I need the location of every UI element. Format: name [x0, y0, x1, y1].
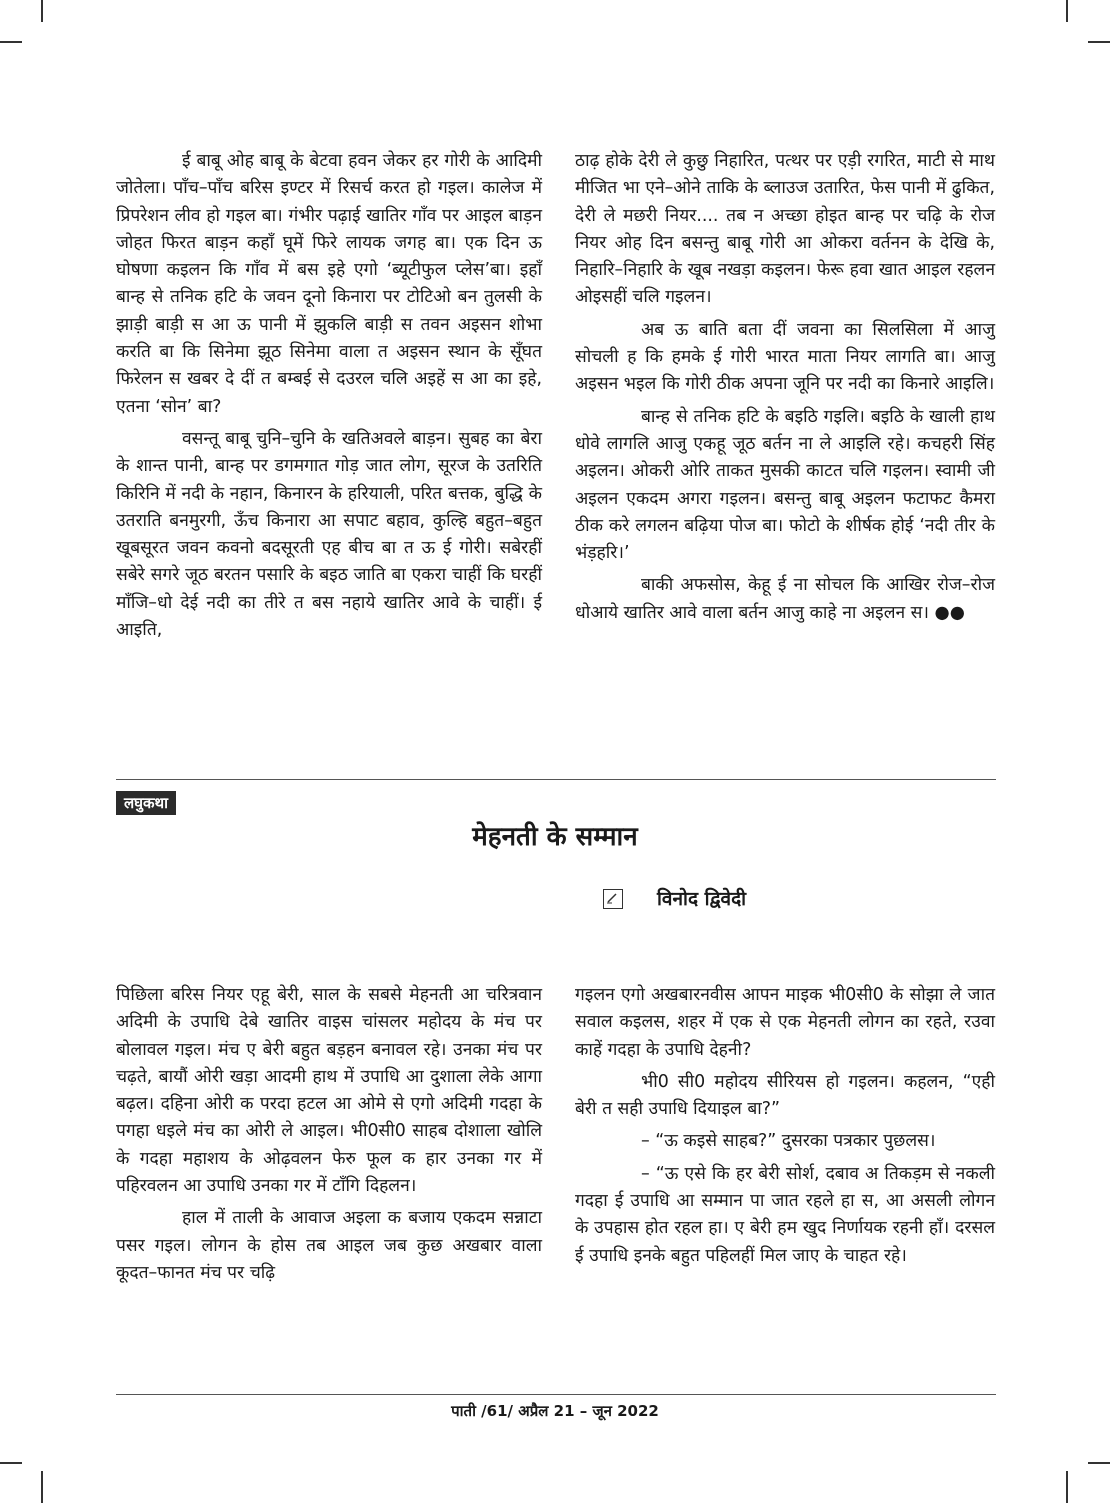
top-left-column — [116, 148, 542, 649]
paragraph: – “ऊ एसे कि हर बेरी सोर्श, दबाव अ तिकड़म से नकली गदहा ई उपाधि आ सम्मान पा जात रहले हा स, आ असली लोगन के उपहास होत रहल हा। ए बेरी हम खुद निर्णायक रहनी हाँ। दरसल ई उपाधि इनके बहुत पहिलहीं मिल जाए के चाहत रहे। — [575, 1163, 995, 1266]
crop-mark — [1088, 1462, 1110, 1464]
page-footer: पाती /61/ अप्रैल 21 – जून 2022 — [451, 1402, 659, 1420]
paragraph: भी0 सी0 महोदय सीरियस हो गइलन। कहलन, “एही बेरी त सही उपाधि दियाइल बा?” — [575, 1071, 995, 1120]
author-name: विनोद द्विवेदी — [657, 888, 747, 910]
bottom-left-column — [116, 982, 542, 1292]
paragraph: पिछिला बरिस नियर एहू बेरी, साल के सबसे मेहनती आ चरित्रवान अदिमी के उपाधि देबे खातिर वाइस चांसलर महोदय के मंच पर बोलावल गइल। मंच ए बेरी बहुत बड़हन बनावल रहे। उनका मंच पर चढ़ते, बायौं ओरी खड़ा आदमी हाथ में उपाधि आ दुशाला लेके आगा बढ़ल। दहिना ओरी क परदा हटल आ ओमे से एगो अदिमी गदहा के पगहा धइले मंच का ओरी ले आइल। भी0सी0 साहब दोशाला खोलि के गदहा महाशय के ओढ़वलन फेरु फूल क हार उनका गर में पहिरवलन आ उपाधि उनका गर में टाँगि दिहलन। — [116, 985, 542, 1197]
footer-rule — [116, 1394, 996, 1395]
crop-mark — [41, 1471, 43, 1503]
bottom-right-column — [575, 982, 995, 1275]
byline — [603, 884, 746, 914]
section-label: लघुकथा — [116, 791, 176, 815]
paragraph: हाल में ताली के आवाज अइला क बजाय एकदम सन्नाटा पसर गइल। लोगन के होस तब आइल जब कुछ अखबार वाला कूदत–फानत मंच पर चढ़ि — [116, 1208, 542, 1283]
pen-paper-icon — [603, 889, 623, 909]
paragraph: – “ऊ कइसे साहब?” दुसरका पत्रकार पुछलस। — [641, 1131, 936, 1152]
section-divider — [116, 779, 996, 780]
crop-mark — [1088, 41, 1110, 43]
crop-mark — [0, 1462, 22, 1464]
crop-mark — [41, 0, 43, 22]
story-title: मेहनती के सम्मान — [472, 822, 638, 852]
paragraph: ठाढ़ होके देरी ले कुछु निहारित, पत्थर पर एड़ी रगरित, माटी से माथ मीजित भा एने–ओने ताकि के ब्लाउज उतारित, फेस पानी में ढुकित, देरी ले मछरी नियर.... तब न अच्छा होइत बान्ह पर चढ़ि के रोज नियर ओह दिन बसन्तु बाबू गोरी आ ओकरा वर्तनन के देखि के, निहारि–निहारि के खूब नखड़ा कइलन। फेरू हवा खात आइल रहलन ओइसहीं चलि गइलन। — [575, 151, 995, 308]
top-right-column — [575, 148, 995, 632]
paragraph: गइलन एगो अखबारनवीस आपन माइक भी0सी0 के सोझा ले जात सवाल कइलस, शहर में एक से एक मेहनती लोगन का रहते, रउवा काहें गदहा के उपाधि देहनी? — [575, 985, 995, 1060]
paragraph: वसन्तू बाबू चुनि–चुनि के खतिअवले बाड़न। सुबह का बेरा के शान्त पानी, बान्ह पर डगमगात गोड़ जात लोग, सूरज के उतरिति किरिनि में नदी के नहान, किनारन के हरियाली, परित बत्तक, बुद्धि के उतराति बनमुरगी, ऊँच किनारा आ सपाट बहाव, कुल्हि बहुत–बहुत खूबसूरत जवन कवनो बदसूरती एह बीच बा त ऊ ई गोरी। सबेरहीं सबेरे सगरे जूठ बरतन पसारि के बइठ जाति बा एकरा चाहीं कि घरहीं माँजि–धो देई नदी का तीरे त बस नहाये खातिर आवे के चाहीं। ई आइति, — [116, 428, 542, 641]
paragraph: बाकी अफसोस, केहू ई ना सोचल कि आखिर रोज–रोज धोआये खातिर आवे वाला बर्तन आजु काहे ना अइलन स। ●● — [575, 575, 995, 623]
paragraph: अब ऊ बाति बता दीं जवना का सिलसिला में आजु सोचली ह कि हमके ई गोरी भारत माता नियर लागति बा। आजु अइसन भइल कि गोरी ठीक अपना जूनि पर नदी का किनारे आइलि। — [575, 319, 995, 395]
paragraph: बान्ह से तनिक हटि के बइठि गइलि। बइठि के खाली हाथ धोवे लागलि आजु एकहू जूठ बर्तन ना ले आइलि रहे। कचहरी सिंह अइलन। ओकरी ओरि ताकत मुसकी काटत चलि गइलन। स्वामी जी अइलन एकदम अगरा गइलन। बसन्तु बाबू अइलन फटाफट कैमरा ठीक करे लगलन बढ़िया पोज बा। फोटो के शीर्षक होई ‘नदी तीर के भंड़हरि।’ — [575, 406, 995, 564]
paragraph: ई बाबू ओह बाबू के बेटवा हवन जेकर हर गोरी के आदिमी जोतेला। पाँच–पाँच बरिस इण्टर में रिसर्च करत हो गइल। कालेज में प्रिपरेशन लीव हो गइल बा। गंभीर पढ़ाई खातिर गाँव पर आइल बाड़न जोहत फिरत बाड़न कहाँ घूमें फिरे लायक जगह बा। एक दिन ऊ घोषणा कइलन कि गाँव में बस इहे एगो ‘ब्यूटीफुल प्लेस’बा। इहाँ बान्ह से तनिक हटि के जवन दूनो किनारा पर टोटिओ बन तुलसी के झाड़ी बाड़ी स आ ऊ पानी में झुकलि बाड़ी स तवन अइसन शोभा करति बा कि सिनेमा झूठ सिनेमा वाला त अइसन स्थान के सूँघत फिरेलन स खबर दे दीं त बम्बई से दउरल चलि अइहें स आ का इहे, एतना ‘सोन’ बा? — [116, 151, 542, 417]
crop-mark — [1066, 1471, 1068, 1503]
crop-mark — [0, 41, 22, 43]
crop-mark — [1066, 0, 1068, 22]
